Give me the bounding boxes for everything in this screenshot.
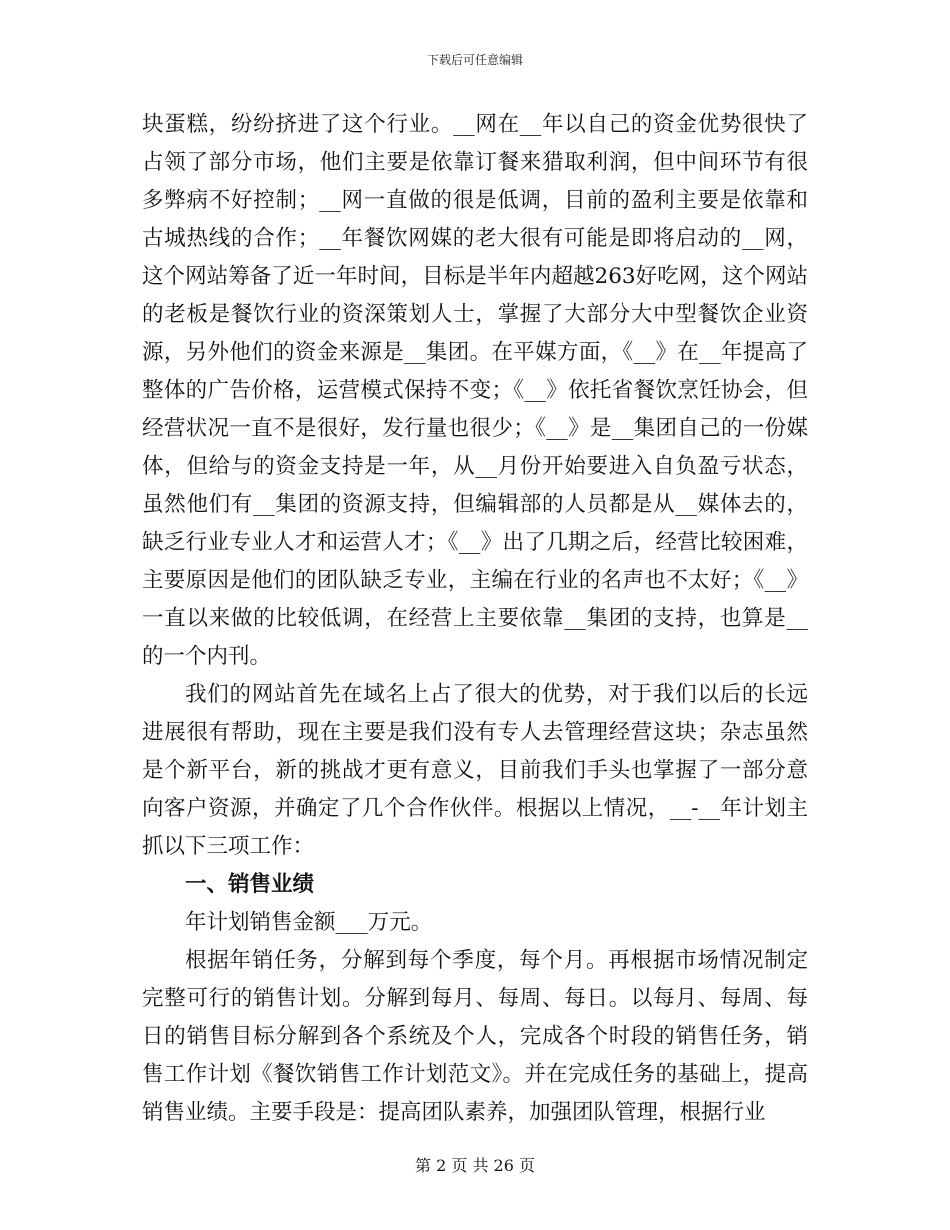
document-body xyxy=(142,106,808,1132)
page-header: 下载后可任意编辑 xyxy=(426,53,523,67)
page-number: 第 2 页 共 26 页 xyxy=(415,1156,535,1175)
paragraph-sales-plan: 根据年销任务，分解到每个季度，每个月。再根据市场情况制定完整可行的销售计划。分解到每月、每周、每日。以每月、每周、每日的销售目标分解到各个系统及个人，完成各个时段的销售任务，销售工作计划《餐饮销售工作计划范文》。并在完成任务的基础上，提高销售业绩。主要手段是：提高团队素养，加强团队管理，根据行业 xyxy=(142,948,808,1125)
section-heading-sales: 一、销售业绩 xyxy=(185,872,315,897)
paragraph-advantages: 我们的网站首先在域名上占了很大的优势，对于我们以后的长远进展很有帮助，现在主要是我们没有专人去管理经营这块；杂志虽然是个新平台，新的挑战才更有意义，目前我们手头也掌握了一部分意向客户资源，并确定了几个合作伙伴。根据以上情况，__-__年计划主抓以下三项工作： xyxy=(142,682,808,859)
paragraph-market-analysis: 块蛋糕，纷纷挤进了这个行业。__网在__年以自己的资金优势很快了占领了部分市场，他们主要是依靠订餐来猎取利润，但中间环节有很多弊病不好控制；__网一直做的很是低调，目前的盈利主要是依靠和古城热线的合作；__年餐饮网媒的老大很有可能是即将启动的__网，这个网站筹备了近一年时间，目标是半年内超越263好吃网，这个网站的老板是餐饮行业的资深策划人士，掌握了大部分大中型餐饮企业资源，另外他们的资金来源是__集团。在平媒方面，《__》在__年提高了整体的广告价格，运营模式保持不变；《__》依托省餐饮烹饪协会，但经营状况一直不是很好，发行量也很少；《__》是__集团自己的一份媒体，但给与的资金支持是一年，从__月份开始要进入自负盈亏状态，虽然他们有__集团的资源支持，但编辑部的人员都是从__媒体去的，缺乏行业专业人才和运营人才；《__》出了几期之后，经营比较困难，主要原因是他们的团队缺乏专业，主编在行业的名声也不太好；《__》一直以来做的比较低调，在经营上主要依靠__集团的支持，也算是__的一个内刊。 xyxy=(142,112,808,669)
paragraph-sales-target: 年计划销售金额___万元。 xyxy=(185,910,433,935)
